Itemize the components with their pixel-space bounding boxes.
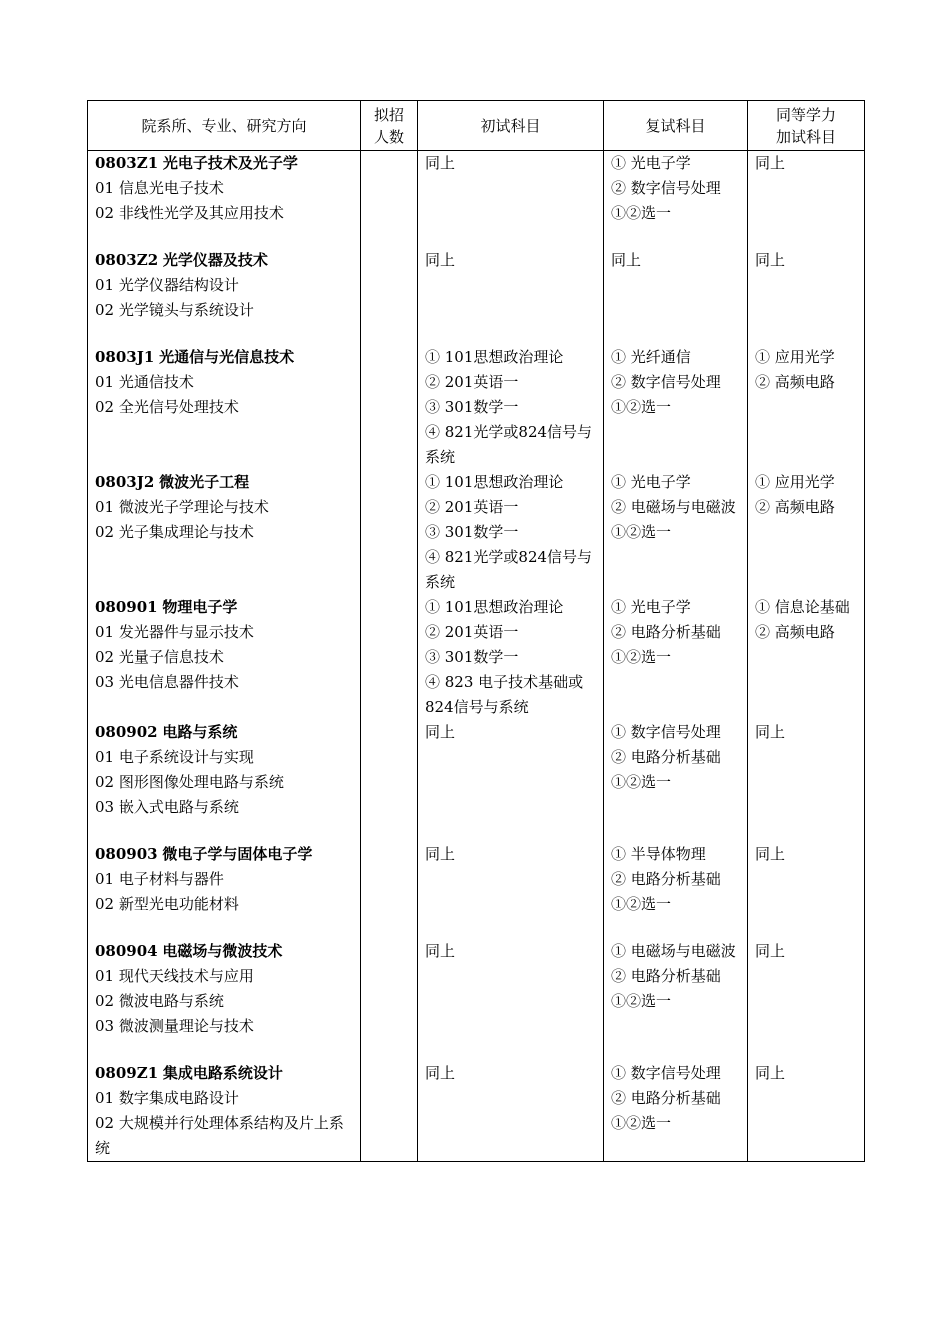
program-code: 0803J1 <box>95 348 155 366</box>
research-direction: 02 新型光电功能材料 <box>95 895 239 913</box>
extra-subject: 同上 <box>755 723 786 741</box>
retest-subject: ① 光电子学 <box>611 598 691 616</box>
program-cell <box>88 470 361 595</box>
quota-cell <box>361 595 418 720</box>
program-heading <box>95 939 353 964</box>
extra-cell <box>748 470 865 595</box>
retest-cell <box>604 939 748 1061</box>
extra-subject: 同上 <box>755 942 786 960</box>
prelim-subject: ④ 823 电子技术基础或824信号与系统 <box>425 673 584 716</box>
prelim-subject: ④ 821光学或824信号与系统 <box>425 423 593 466</box>
prelim-cell <box>418 1061 604 1162</box>
extra-cell <box>748 151 865 249</box>
retest-subject: ①②选一 <box>611 1114 672 1132</box>
retest-subject: ② 数字信号处理 <box>611 179 721 197</box>
program-code: 0803Z1 <box>95 154 159 172</box>
prelim-subject: 同上 <box>425 1064 456 1082</box>
research-direction: 01 数字集成电路设计 <box>95 1089 239 1107</box>
retest-cell <box>604 720 748 842</box>
extra-subject: 同上 <box>755 845 786 863</box>
extra-subject: ② 高频电路 <box>755 498 835 516</box>
quota-cell <box>361 345 418 470</box>
prelim-subject: 同上 <box>425 154 456 172</box>
table-row <box>88 345 865 470</box>
retest-subject: ①②选一 <box>611 523 672 541</box>
prelim-subject: ① 101思想政治理论 <box>425 473 564 491</box>
prelim-cell <box>418 595 604 720</box>
retest-cell <box>604 248 748 345</box>
quota-cell <box>361 1061 418 1162</box>
research-direction: 03 光电信息器件技术 <box>95 673 239 691</box>
retest-subject: 同上 <box>611 251 642 269</box>
quota-cell <box>361 248 418 345</box>
extra-cell <box>748 842 865 939</box>
prelim-cell <box>418 842 604 939</box>
extra-subject: ② 高频电路 <box>755 373 835 391</box>
extra-subject: ② 高频电路 <box>755 623 835 641</box>
extra-subject: 同上 <box>755 154 786 172</box>
research-direction: 02 光子集成理论与技术 <box>95 523 254 541</box>
retest-subject: ② 电路分析基础 <box>611 1089 721 1107</box>
retest-subject: ② 电磁场与电磁波 <box>611 498 736 516</box>
extra-cell <box>748 345 865 470</box>
prelim-subject: ② 201英语一 <box>425 623 519 641</box>
program-heading <box>95 248 353 273</box>
retest-cell <box>604 470 748 595</box>
program-heading <box>95 470 353 495</box>
research-direction: 01 光通信技术 <box>95 373 194 391</box>
research-direction: 02 微波电路与系统 <box>95 992 224 1010</box>
header-prelim: 初试科目 <box>418 101 604 151</box>
retest-cell <box>604 345 748 470</box>
program-cell <box>88 842 361 939</box>
retest-subject: ①②选一 <box>611 895 672 913</box>
program-title: 电磁场与微波技术 <box>162 942 283 960</box>
extra-subject: ① 应用光学 <box>755 473 835 491</box>
program-heading <box>95 842 353 867</box>
table-row <box>88 720 865 842</box>
prelim-cell <box>418 345 604 470</box>
research-direction: 02 图形图像处理电路与系统 <box>95 773 284 791</box>
research-direction: 02 光学镜头与系统设计 <box>95 301 254 319</box>
extra-cell <box>748 248 865 345</box>
table-row <box>88 842 865 939</box>
prelim-subject: ④ 821光学或824信号与系统 <box>425 548 593 591</box>
prelim-subject: 同上 <box>425 251 456 269</box>
retest-subject: ①②选一 <box>611 204 672 222</box>
prelim-subject: 同上 <box>425 723 456 741</box>
research-direction: 01 电子系统设计与实现 <box>95 748 254 766</box>
quota-cell <box>361 151 418 249</box>
header-retest: 复试科目 <box>604 101 748 151</box>
prelim-cell <box>418 151 604 249</box>
prelim-subject: 同上 <box>425 845 456 863</box>
program-heading <box>95 595 353 620</box>
retest-subject: ① 光电子学 <box>611 473 691 491</box>
research-direction: 02 大规模并行处理体系结构及片上系统 <box>95 1114 344 1157</box>
extra-cell <box>748 595 865 720</box>
program-code: 080903 <box>95 845 158 863</box>
program-code: 080901 <box>95 598 158 616</box>
program-title: 物理电子学 <box>162 598 238 616</box>
header-row <box>88 101 865 151</box>
extra-cell <box>748 939 865 1061</box>
research-direction: 01 现代天线技术与应用 <box>95 967 254 985</box>
retest-subject: ① 电磁场与电磁波 <box>611 942 736 960</box>
program-cell <box>88 248 361 345</box>
retest-subject: ② 电路分析基础 <box>611 967 721 985</box>
program-catalog-table <box>87 100 865 1162</box>
program-code: 0809Z1 <box>95 1064 159 1082</box>
research-direction: 01 微波光子学理论与技术 <box>95 498 269 516</box>
program-cell <box>88 345 361 470</box>
quota-cell <box>361 720 418 842</box>
prelim-cell <box>418 939 604 1061</box>
program-heading <box>95 345 353 370</box>
quota-cell <box>361 470 418 595</box>
research-direction: 02 全光信号处理技术 <box>95 398 239 416</box>
program-title: 微波光子工程 <box>159 473 250 491</box>
retest-subject: ①②选一 <box>611 398 672 416</box>
program-cell <box>88 720 361 842</box>
program-heading <box>95 720 353 745</box>
research-direction: 01 信息光电子技术 <box>95 179 224 197</box>
retest-subject: ① 数字信号处理 <box>611 723 721 741</box>
program-title: 光电子技术及光子学 <box>162 154 298 172</box>
retest-cell <box>604 842 748 939</box>
prelim-subject: ① 101思想政治理论 <box>425 598 564 616</box>
program-code: 080904 <box>95 942 158 960</box>
program-code: 0803J2 <box>95 473 155 491</box>
retest-subject: ①②选一 <box>611 773 672 791</box>
program-title: 集成电路系统设计 <box>162 1064 283 1082</box>
program-title: 电路与系统 <box>162 723 238 741</box>
retest-subject: ② 电路分析基础 <box>611 870 721 888</box>
retest-subject: ①②选一 <box>611 992 672 1010</box>
retest-subject: ② 电路分析基础 <box>611 748 721 766</box>
research-direction: 03 嵌入式电路与系统 <box>95 798 239 816</box>
retest-subject: ① 光电子学 <box>611 154 691 172</box>
program-cell <box>88 595 361 720</box>
prelim-cell <box>418 720 604 842</box>
table-row <box>88 1061 865 1162</box>
program-heading <box>95 1061 353 1086</box>
prelim-subject: ③ 301数学一 <box>425 398 519 416</box>
retest-cell <box>604 595 748 720</box>
table-row <box>88 151 865 249</box>
quota-cell <box>361 939 418 1061</box>
header-extra: 同等学力 加试科目 <box>748 101 865 151</box>
retest-subject: ① 半导体物理 <box>611 845 706 863</box>
extra-subject: 同上 <box>755 1064 786 1082</box>
program-heading <box>95 151 353 176</box>
prelim-subject: ③ 301数学一 <box>425 648 519 666</box>
quota-cell <box>361 842 418 939</box>
research-direction: 02 光量子信息技术 <box>95 648 224 666</box>
program-code: 080902 <box>95 723 158 741</box>
research-direction: 03 微波测量理论与技术 <box>95 1017 254 1035</box>
prelim-subject: ① 101思想政治理论 <box>425 348 564 366</box>
table-row <box>88 939 865 1061</box>
header-program: 院系所、专业、研究方向 <box>88 101 361 151</box>
research-direction: 01 电子材料与器件 <box>95 870 224 888</box>
extra-cell <box>748 720 865 842</box>
program-title: 光学仪器及技术 <box>162 251 268 269</box>
program-cell <box>88 151 361 249</box>
retest-subject: ① 光纤通信 <box>611 348 691 366</box>
extra-subject: ① 信息论基础 <box>755 598 850 616</box>
extra-subject: 同上 <box>755 251 786 269</box>
retest-subject: ② 电路分析基础 <box>611 623 721 641</box>
research-direction: 01 发光器件与显示技术 <box>95 623 254 641</box>
header-quota: 拟招 人数 <box>361 101 418 151</box>
prelim-cell <box>418 470 604 595</box>
table-row <box>88 595 865 720</box>
retest-subject: ①②选一 <box>611 648 672 666</box>
program-title: 光通信与光信息技术 <box>159 348 295 366</box>
retest-subject: ① 数字信号处理 <box>611 1064 721 1082</box>
table-row <box>88 248 865 345</box>
prelim-subject: 同上 <box>425 942 456 960</box>
research-direction: 01 光学仪器结构设计 <box>95 276 239 294</box>
extra-subject: ① 应用光学 <box>755 348 835 366</box>
program-title: 微电子学与固体电子学 <box>162 845 313 863</box>
program-code: 0803Z2 <box>95 251 159 269</box>
program-cell <box>88 939 361 1061</box>
research-direction: 02 非线性光学及其应用技术 <box>95 204 284 222</box>
prelim-subject: ② 201英语一 <box>425 373 519 391</box>
prelim-subject: ② 201英语一 <box>425 498 519 516</box>
retest-subject: ② 数字信号处理 <box>611 373 721 391</box>
program-cell <box>88 1061 361 1162</box>
table-row <box>88 470 865 595</box>
prelim-subject: ③ 301数学一 <box>425 523 519 541</box>
prelim-cell <box>418 248 604 345</box>
extra-cell <box>748 1061 865 1162</box>
retest-cell <box>604 151 748 249</box>
retest-cell <box>604 1061 748 1162</box>
